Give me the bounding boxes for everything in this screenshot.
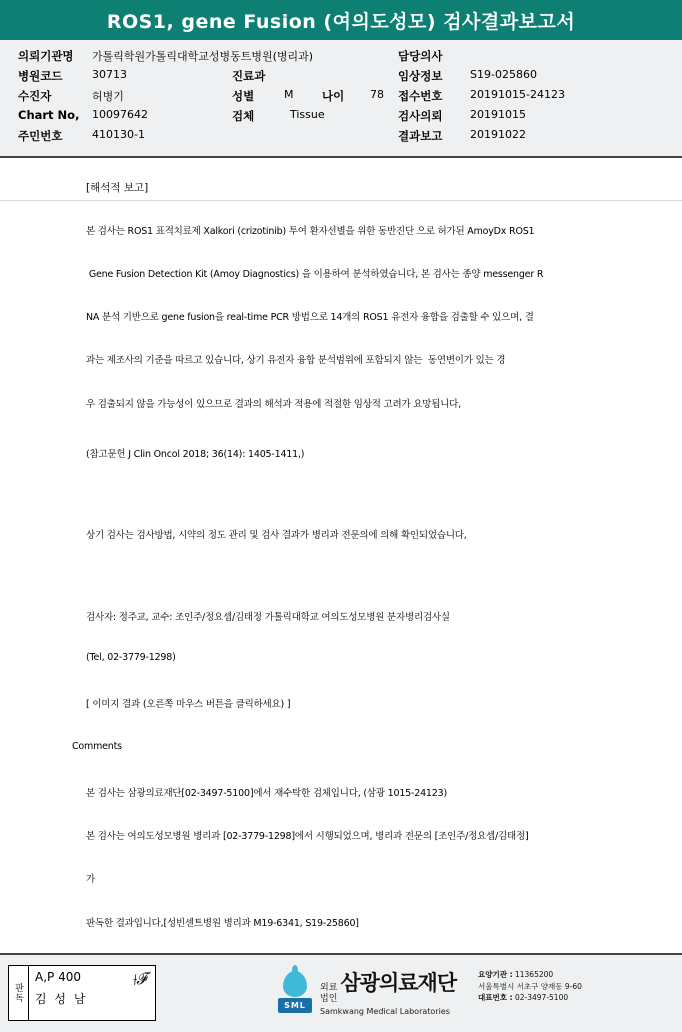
comment-line-4: 판독한 결과입니다,[성빈센트병원 병리과 M19-6341, S19-25860] <box>86 918 359 929</box>
page-title: ROS1, gene Fusion (여의도성모) 검사결과보고서 <box>106 10 576 33</box>
accession-no-value: 20191015-24123 <box>470 88 565 101</box>
department-label: 진료과 <box>232 69 266 83</box>
hospital-code-label: 병원코드 <box>18 69 63 83</box>
interpretation-line-1: 본 검사는 ROS1 표적치료제 Xalkori (crizotinib) 투여 환자선별을 위한 동반진단 으로 허가된 AmoyDx ROS1 <box>86 226 535 237</box>
report-date-value: 20191022 <box>470 128 526 141</box>
rrn-label: 주민번호 <box>18 129 63 143</box>
telephone-line: (Tel, 02-3779-1298) <box>86 652 176 663</box>
age-label: 나이 <box>322 89 345 103</box>
logo-prefix-line1: 외료 <box>320 983 338 993</box>
signature-mark: ⟊𝓕 <box>130 969 149 989</box>
reader-stamp-side-label: 판독 <box>9 966 29 1020</box>
main-phone-label: 대표번호 : <box>478 993 513 1002</box>
logo-text-block <box>320 967 456 1016</box>
request-date-value: 20191015 <box>470 108 526 121</box>
specimen-value: Tissue <box>290 108 325 121</box>
company-logo <box>278 967 456 1016</box>
sex-value: M <box>284 88 294 101</box>
comment-line-3: 가 <box>86 874 95 885</box>
patient-name-label: 수진자 <box>18 89 52 103</box>
divider <box>0 200 682 201</box>
hospital-code-value: 30713 <box>92 68 127 81</box>
main-phone-value: 02-3497-5100 <box>514 993 569 1002</box>
specimen-label: 검체 <box>232 109 255 123</box>
company-address-block <box>478 969 582 1004</box>
rrn-value: 410130-1 <box>92 128 145 141</box>
institution-value: 가톨릭학원가톨릭대학교성병동트병원(병리과) <box>92 50 314 63</box>
patient-header <box>0 40 682 158</box>
age-value: 78 <box>370 88 384 101</box>
clinical-info-value: S19-025860 <box>470 68 537 81</box>
institution-label: 의뢰기관명 <box>18 49 74 63</box>
interpretation-line-2: Gene Fusion Detection Kit (Amoy Diagnostics) 을 이용하여 분석하였습니다, 본 검사는 종양 messenger R <box>86 269 544 280</box>
patient-name-value: 허병기 <box>92 90 124 103</box>
interpretation-line-4: 과는 제조사의 기준을 따르고 있습니다, 상기 유전자 융합 분석범위에 포함되지 않는 동연변이가 있는 경 <box>86 355 506 366</box>
logo-company-name: 삼광의료재단 <box>340 971 457 995</box>
chart-no-value: 10097642 <box>92 108 148 121</box>
institution-number-label: 요양기관 : <box>478 970 513 979</box>
examiner-line: 검사자: 정주교, 교수: 조인주/정요셉/김태정 가톨릭대학교 여의도성모병원 분자병리검사실 <box>86 612 450 623</box>
institution-number-value: 11365200 <box>514 970 554 979</box>
report-footer <box>0 953 682 1032</box>
sex-label: 성별 <box>232 89 255 103</box>
logo-company-name-en: Samkwang Medical Laboratories <box>320 1007 450 1016</box>
water-drop-icon <box>283 971 307 997</box>
address-line-3 <box>478 992 582 1004</box>
accession-no-label: 접수번호 <box>398 89 443 103</box>
address-line-2: 서울특별시 서초구 양재동 9-60 <box>478 981 582 991</box>
logo-prefix <box>320 983 340 1005</box>
address-line-1 <box>478 969 582 981</box>
interpretation-line-5: 우 검출되지 않을 가능성이 있으므로 결과의 해석과 적용에 적절한 임상적 고려가 요망됩니다, <box>86 399 461 410</box>
logo-korean-line <box>320 967 456 1005</box>
chart-no-label: Chart No, <box>18 108 80 122</box>
comments-heading: Comments <box>72 741 122 752</box>
reader-stamp-box <box>8 965 156 1021</box>
doctor-label: 담당의사 <box>398 49 443 63</box>
sml-badge-label: SML <box>278 998 312 1013</box>
logo-badge <box>278 971 312 1013</box>
reader-code: A,P 400 <box>35 970 81 984</box>
reference-citation: (참고문헌 J Clin Oncol 2018; 36(14): 1405-1411,) <box>86 449 305 460</box>
image-result-link[interactable]: [ 이미지 결과 (오른쪽 마우스 버튼을 클릭하세요) ] <box>86 699 291 710</box>
interpretation-line-3: NA 분석 기반으로 gene fusion을 real-time PCR 방법으로 14개의 ROS1 유전자 융합을 검출할 수 있으며, 결 <box>86 312 534 323</box>
comment-line-2: 본 검사는 여의도성모병원 병리과 [02-3779-1298]에서 시행되었으며, 병리과 전문의 [조인주/정요셉/김태정] <box>86 831 529 842</box>
interpretation-heading: [해석적 보고] <box>86 182 149 194</box>
reader-stamp-main <box>29 966 155 1020</box>
reader-name: 김 성 남 <box>35 992 88 1006</box>
clinical-info-label: 임상정보 <box>398 69 443 83</box>
request-date-label: 검사의뢰 <box>398 109 443 123</box>
report-body <box>0 158 682 953</box>
verification-statement: 상기 검사는 검사방법, 시약의 정도 관리 및 검사 결과가 병리과 전문의에 의해 확인되었습니다, <box>86 530 467 541</box>
report-date-label: 결과보고 <box>398 129 443 143</box>
report-title-bar <box>0 0 682 40</box>
logo-prefix-line2: 법인 <box>320 994 338 1004</box>
comment-line-1: 본 검사는 삼광의료재단[02-3497-5100]에서 재수탁한 검체입니다, (삼광 1015-24123) <box>86 788 447 799</box>
